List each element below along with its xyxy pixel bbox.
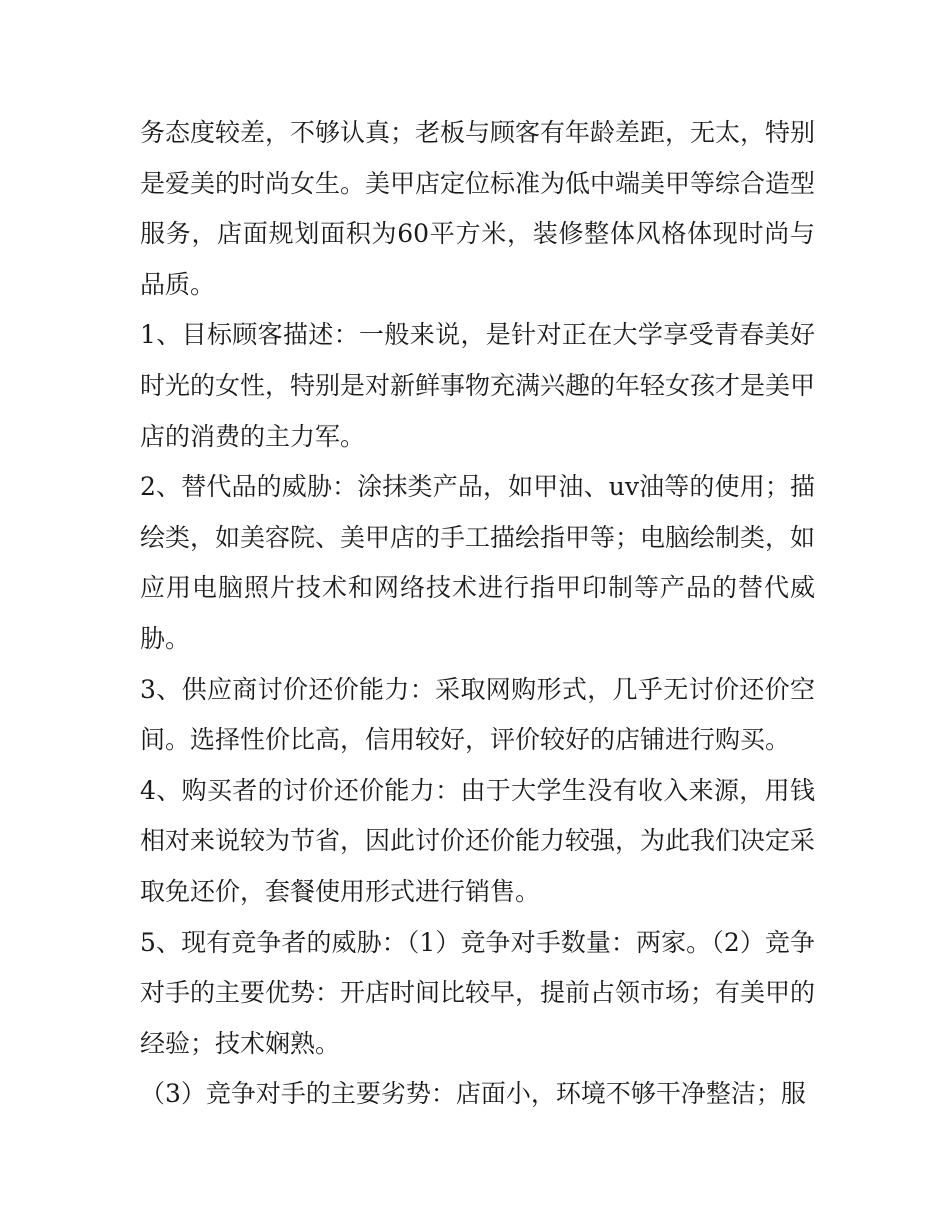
paragraph-competitors-threat: 5、现有竞争者的威胁：（1）竞争对手数量：两家。（2）竞争对手的主要优势：开店时间比较早，提前占领市场；有美甲的经验；技术娴熟。	[140, 927, 816, 1058]
paragraph-intro: 务态度较差，不够认真；老板与顾客有年龄差距，无太，特别是爱美的时尚女生。美甲店定位标准为低中端美甲等综合造型服务，店面规划面积为60平方米，装修整体风格体现时尚与品质。	[140, 118, 816, 299]
paragraph-substitutes-threat: 2、替代品的威胁：涂抹类产品，如甲油、uv油等的使用；描绘类，如美容院、美甲店的手工描绘指甲等；电脑绘制类，如应用电脑照片技术和网络技术进行指甲印制等产品的替代威胁。	[140, 472, 816, 653]
paragraph-buyer-bargaining: 4、购买者的讨价还价能力：由于大学生没有收入来源，用钱相对来说较为节省，因此讨价还价能力较强，为此我们决定采取免还价，套餐使用形式进行销售。	[140, 775, 816, 906]
document-body	[140, 108, 815, 1120]
paragraph-competitor-weaknesses: （3）竞争对手的主要劣势：店面小，环境不够干净整洁；服	[140, 1079, 806, 1109]
paragraph-supplier-bargaining: 3、供应商讨价还价能力：采取网购形式，几乎无讨价还价空间。选择性价比高，信用较好，评价较好的店铺进行购买。	[140, 674, 815, 755]
paragraph-target-customers: 1、目标顾客描述：一般来说，是针对正在大学享受青春美好时光的女性，特别是对新鲜事物充满兴趣的年轻女孩才是美甲店的消费的主力军。	[140, 320, 816, 451]
